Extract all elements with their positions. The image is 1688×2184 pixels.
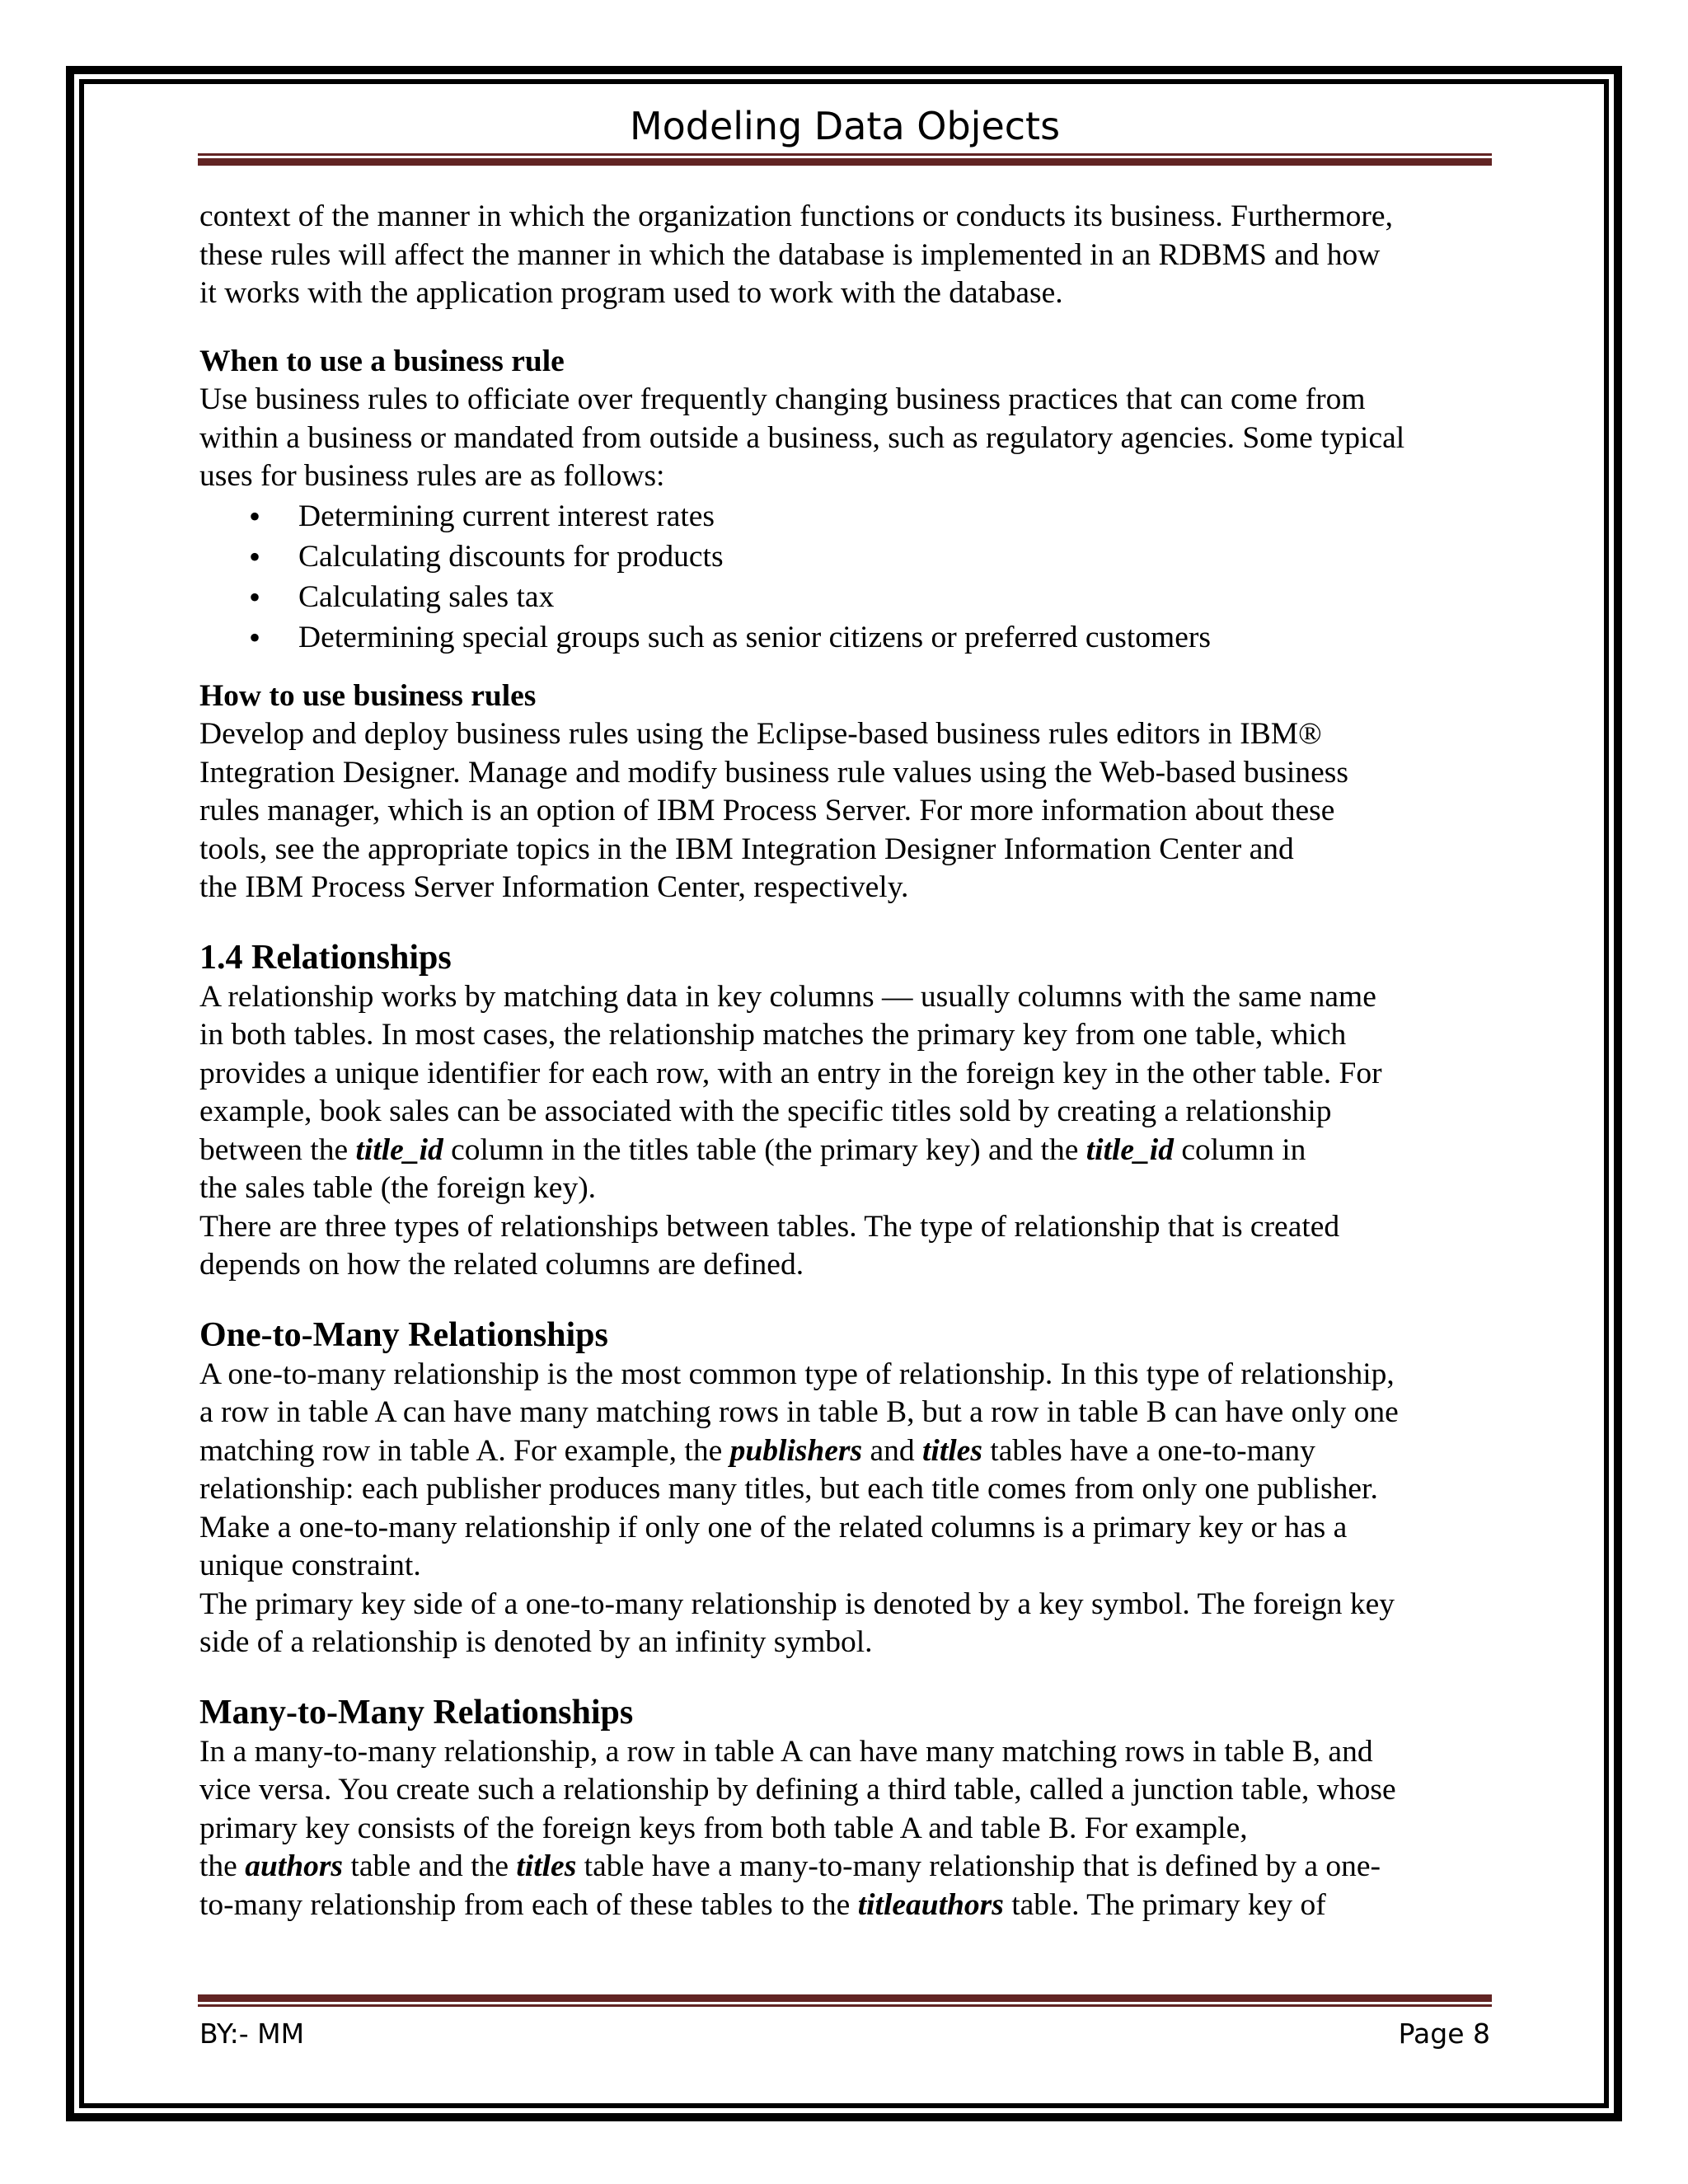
paragraph-line: tools, see the appropriate topics in the IBM Integration Designer Information Center and bbox=[199, 832, 1294, 866]
term-titleauthors: titleauthors bbox=[857, 1887, 1004, 1922]
paragraph-line: depends on how the related columns are defined. bbox=[199, 1248, 804, 1282]
heading-relationships: 1.4 Relationships bbox=[199, 938, 452, 977]
term-title-id: title_id bbox=[355, 1132, 443, 1167]
paragraph-line: within a business or mandated from outside a business, such as regulatory agencies. Some typical bbox=[199, 420, 1405, 455]
heading-many-to-many: Many-to-Many Relationships bbox=[199, 1693, 634, 1732]
text-span: column in the titles table (the primary key) and the bbox=[443, 1132, 1086, 1167]
paragraph-line: Integration Designer. Manage and modify business rule values using the Web-based business bbox=[199, 755, 1348, 790]
intro-line: these rules will affect the manner in which the database is implemented in an RDBMS and how bbox=[199, 237, 1381, 272]
list-item: • Determining special groups such as senior citizens or preferred customers bbox=[199, 617, 1502, 658]
header-rule-thin bbox=[198, 153, 1492, 156]
paragraph-line: Develop and deploy business rules using the Eclipse-based business rules editors in IBM® bbox=[199, 717, 1322, 751]
text-span: to-many relationship from each of these tables to the bbox=[199, 1887, 858, 1922]
paragraph-line: There are three types of relationships between tables. The type of relationship that is created bbox=[199, 1209, 1340, 1244]
paragraph-line: The primary key side of a one-to-many relationship is denoted by a key symbol. The foreign key bbox=[199, 1586, 1395, 1621]
intro-line: context of the manner in which the organization functions or conducts its business. Furthermore, bbox=[199, 199, 1393, 233]
term-titles: titles bbox=[516, 1849, 577, 1883]
list-item: • Calculating sales tax bbox=[199, 577, 1502, 617]
text-span: matching row in table A. For example, the bbox=[199, 1433, 730, 1468]
paragraph-line: rules manager, which is an option of IBM Process Server. For more information about these bbox=[199, 794, 1335, 827]
text-span: table. The primary key of bbox=[1003, 1887, 1326, 1922]
heading-when-to-use: When to use a business rule bbox=[199, 344, 565, 378]
paragraph-line: A relationship works by matching data in key columns — usually columns with the same name bbox=[199, 979, 1376, 1014]
paragraph-line: A one-to-many relationship is the most common type of relationship. In this type of relationship, bbox=[199, 1357, 1395, 1391]
paragraph-line: the sales table (the foreign key). bbox=[199, 1171, 597, 1205]
intro-line: it works with the application program used to work with the database. bbox=[199, 276, 1063, 310]
paragraph-line: relationship: each publisher produces many titles, but each title comes from only one publisher. bbox=[199, 1472, 1378, 1506]
paragraph-line: Make a one-to-many relationship if only one of the related columns is a primary key or has a bbox=[199, 1510, 1348, 1544]
paragraph-line: provides a unique identifier for each row, with an entry in the foreign key in the other table. For bbox=[199, 1056, 1382, 1090]
paragraph-line bbox=[199, 1432, 1502, 1471]
paragraph-line: example, book sales can be associated with the specific titles sold by creating a relationship bbox=[199, 1094, 1332, 1128]
document-body bbox=[199, 198, 1502, 1924]
paragraph-line bbox=[199, 1848, 1502, 1886]
text-span: tables have a one-to-many bbox=[982, 1433, 1315, 1468]
footer-rule-thick bbox=[198, 1994, 1492, 2002]
paragraph-line bbox=[199, 1886, 1502, 1925]
paragraph-line: the IBM Process Server Information Center, respectively. bbox=[199, 870, 909, 904]
header-rule-thick bbox=[198, 158, 1492, 166]
business-rule-uses-list bbox=[199, 496, 1502, 658]
footer-page-number: Page 8 bbox=[1398, 2018, 1490, 2050]
text-span: between the bbox=[199, 1132, 356, 1167]
text-span: column in bbox=[1173, 1132, 1306, 1167]
paragraph-line: unique constraint. bbox=[199, 1549, 421, 1582]
paragraph-line: Use business rules to officiate over frequently changing business practices that can come from bbox=[199, 382, 1366, 416]
heading-how-to-use: How to use business rules bbox=[199, 678, 537, 713]
text-span: table and the bbox=[343, 1849, 517, 1883]
term-publishers: publishers bbox=[729, 1433, 863, 1468]
text-span: the bbox=[199, 1849, 246, 1883]
paragraph-line: a row in table A can have many matching rows in table B, but a row in table B can have only one bbox=[199, 1395, 1399, 1429]
paragraph-line: in both tables. In most cases, the relationship matches the primary key from one table, which bbox=[199, 1018, 1347, 1052]
list-item: • Calculating discounts for products bbox=[199, 537, 1502, 577]
heading-one-to-many: One-to-Many Relationships bbox=[199, 1315, 608, 1354]
term-title-id: title_id bbox=[1085, 1132, 1174, 1167]
paragraph-line: primary key consists of the foreign keys from both table A and table B. For example, bbox=[199, 1811, 1248, 1845]
footer-rule-thin bbox=[198, 2004, 1492, 2007]
term-authors: authors bbox=[245, 1849, 344, 1883]
paragraph-line: In a many-to-many relationship, a row in table A can have many matching rows in table B, and bbox=[199, 1734, 1373, 1769]
paragraph-line: uses for business rules are as follows: bbox=[199, 459, 665, 493]
term-titles: titles bbox=[922, 1433, 982, 1468]
list-item: • Determining current interest rates bbox=[199, 496, 1502, 537]
paragraph-line bbox=[199, 1132, 1502, 1170]
text-span: and bbox=[862, 1433, 922, 1468]
footer-author: BY:- MM bbox=[199, 2018, 305, 2050]
paragraph-line: side of a relationship is denoted by an infinity symbol. bbox=[199, 1625, 873, 1659]
text-span: table have a many-to-many relationship that is defined by a one- bbox=[576, 1849, 1381, 1883]
paragraph-line: vice versa. You create such a relationship by defining a third table, called a junction table, whose bbox=[199, 1773, 1396, 1807]
page-header-title: Modeling Data Objects bbox=[629, 104, 1061, 148]
